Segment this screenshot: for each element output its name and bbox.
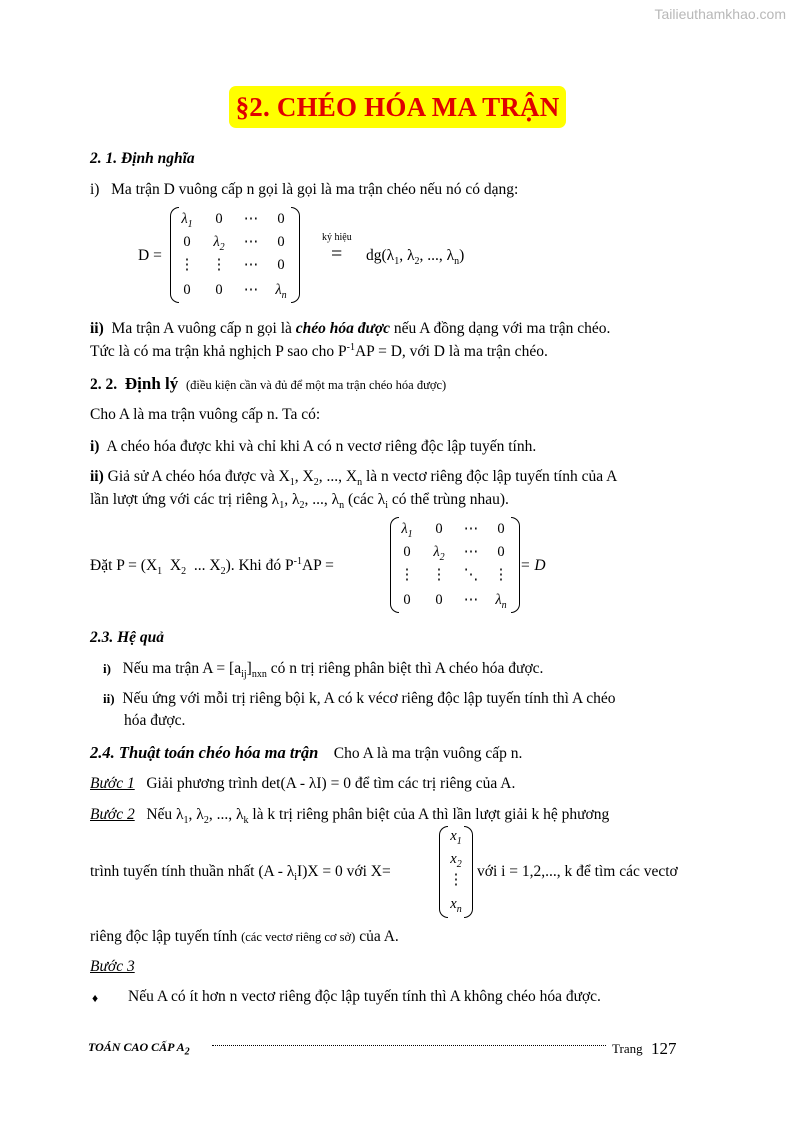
matrix-d-entry: 0 [215, 282, 223, 298]
heading-algorithm: 2.4. Thuật toán chéo hóa ma trận Cho A là ma trận vuông cấp n. [90, 743, 523, 762]
matrix-d-entry: 0 [277, 234, 285, 250]
matrix-p-entry: 0 [497, 544, 505, 560]
theorem-ii-line2: lần lượt ứng với các trị riêng $\lambda_1$, $\lambda_2$, ..., $\lambda_n$ (các $\lambda_i$ có thể trùng nhau). [90, 491, 509, 512]
corollary-ii-line1: ii) Nếu ứng với mỗi trị riêng bội k, A có k vécơ riêng độc lập tuyến tính thì A chéo [103, 690, 616, 707]
vector-x [439, 826, 473, 918]
def-i-label: i) [90, 181, 100, 198]
def-ii-line1: ii) Ma trận A vuông cấp n gọi là chéo hóa được nếu A đồng dạng với ma trận chéo. [90, 320, 611, 337]
vector-x-entry: $x_2$ [450, 851, 462, 870]
watermark: Tailieuthamkhao.com [654, 6, 786, 22]
matrix-d-entry: 0 [183, 282, 191, 298]
matrix-d-entry: ⋯ [243, 257, 259, 273]
vector-x-entry: ⋮ [448, 872, 464, 888]
step-2-line3: riêng độc lập tuyến tính (các vectơ riêng cơ sở) của A. [90, 928, 399, 945]
matrix-d-entry: 0 [183, 234, 191, 250]
matrix-p [390, 517, 520, 613]
ky-hieu-label: ký hiệu [322, 232, 352, 243]
matrix-d-entry: $\lambda_1$ [181, 211, 193, 230]
theorem-intro: Cho A là ma trận vuông cấp n. Ta có: [90, 406, 321, 423]
theorem-i: i) A chéo hóa được khi và chỉ khi A có n vectơ riêng độc lập tuyến tính. [90, 438, 537, 455]
d-label: D = [138, 247, 162, 264]
matrix-p-entry: ⋱ [463, 567, 479, 583]
matrix-d-entry: ⋯ [243, 211, 259, 227]
matrix-d-entry: ⋯ [243, 234, 259, 250]
matrix-d-entry: $\lambda_n$ [275, 282, 287, 301]
matrix-d-entry: 0 [215, 211, 223, 227]
equals-sign: = [331, 243, 343, 265]
step-2-line2-end: với i = 1,2,..., k để tìm các vectơ [477, 863, 678, 880]
page-title: §2. CHÉO HÓA MA TRẬN [235, 91, 560, 122]
heading-corollary: 2.3. Hệ quả [90, 629, 165, 646]
matrix-p-entry: 0 [497, 521, 505, 537]
matrix-p-entry: ⋯ [463, 544, 479, 560]
matrix-p-entry: $\lambda_2$ [433, 544, 445, 563]
matrix-p-entry: ⋮ [493, 567, 509, 583]
dat-p-line: Đặt $P = (X_1$ $X_2$ ... $X_2$). Khi đó $P^{-1}AP$ = [90, 555, 334, 578]
matrix-p-entry: 0 [435, 521, 443, 537]
heading-definition: 2. 1. Định nghĩa [90, 150, 195, 167]
matrix-d-entry: 0 [277, 257, 285, 273]
matrix-p-entry: 0 [435, 592, 443, 608]
heading-theorem: 2. 2. Định lý (điều kiện cần và đủ để một ma trận chéo hóa được) [90, 374, 447, 393]
def-ii-line2: Tức là có ma trận khả nghịch P sao cho $P^{-1}AP = D$, với D là ma trận chéo. [90, 341, 548, 360]
equals-d: = D [520, 557, 546, 574]
matrix-p-entry: $\lambda_1$ [401, 521, 413, 540]
dg-notation: $dg(\lambda_1$, $\lambda_2$, ..., $\lambda_n$) [366, 247, 465, 268]
matrix-d [170, 207, 300, 303]
corollary-i: i) Nếu ma trận $A = [a_{ij}]_{nxn}$ có n trị riêng phân biệt thì A chéo hóa được. [103, 660, 544, 681]
matrix-p-entry: ⋮ [399, 567, 415, 583]
matrix-p-entry: ⋮ [431, 567, 447, 583]
vector-x-entry: $x_1$ [450, 828, 462, 847]
matrix-d-entry: 0 [277, 211, 285, 227]
vector-x-entry: $x_n$ [450, 896, 462, 915]
matrix-p-entry: 0 [403, 544, 411, 560]
footer-page-number: 127 [651, 1039, 677, 1058]
matrix-p-entry: $\lambda_n$ [495, 592, 507, 611]
step-3-label: Bước 3 [90, 958, 135, 975]
matrix-d-entry: ⋮ [211, 257, 227, 273]
footer-course: TOÁN CAO CẤP $A_2$ [88, 1040, 190, 1058]
step-1: Bước 1 Giải phương trình det(A - λI) = 0 để tìm các trị riêng của A. [90, 775, 516, 792]
matrix-d-entry: ⋮ [179, 257, 195, 273]
matrix-p-entry: 0 [403, 592, 411, 608]
theorem-ii-line1: ii) Giả sử A chéo hóa được và $X_1$, $X_2$, ..., $X_n$ là n vectơ riêng độc lập tuyến tính của A [90, 468, 618, 489]
step-3-text: Nếu A có ít hơn n vectơ riêng độc lập tuyến tính thì A không chéo hóa được. [128, 988, 601, 1005]
matrix-d-entry: ⋯ [243, 282, 259, 298]
corollary-ii-line2: hóa được. [124, 712, 186, 729]
def-i-text: Ma trận D vuông cấp n gọi là gọi là ma trận chéo nếu nó có dạng: [111, 181, 519, 198]
step-2-line1: Bước 2 Nếu $\lambda_1$, $\lambda_2$, ..., $\lambda_k$ là k trị riêng phân biệt của A thì lần lượt giải k hệ phương [90, 806, 610, 827]
def-i [90, 181, 518, 199]
matrix-d-entry: $\lambda_2$ [213, 234, 225, 253]
footer-dotted-leader [212, 1044, 606, 1046]
matrix-p-entry: ⋯ [463, 592, 479, 608]
title-banner [229, 86, 566, 128]
step-3-bullet [92, 989, 98, 1007]
matrix-p-entry: ⋯ [463, 521, 479, 537]
diamond-bullet-icon: ♦ [92, 991, 99, 1005]
step-2-line2: trình tuyến tính thuần nhất $(A - \lambda_iI)X = 0$ với X= [90, 863, 391, 884]
footer-page-label: Trang [612, 1041, 643, 1056]
